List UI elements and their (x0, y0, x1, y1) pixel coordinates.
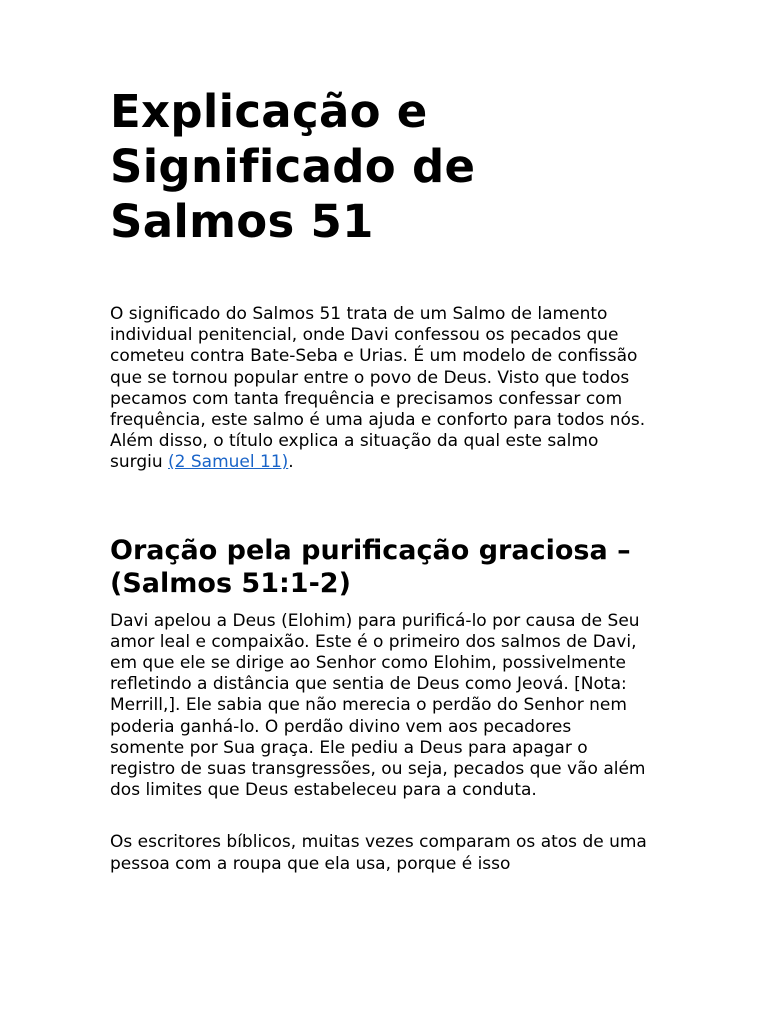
page-title: Explicação e Significado de Salmos 51 (110, 85, 476, 248)
section-heading: Oração pela purificação graciosa – (Salmos 51:1-2) (110, 534, 631, 599)
intro-text: O significado do Salmos 51 trata de um Salmo de lamento individual penitencial, onde Davi confessou os pecados que cometeu contra Bate-Seba e Urias. É um modelo de confissão que se tornou popular entre o povo de Deus. Visto que todos pecamos com tanta frequência e precisamos confessar com frequência, este salmo é uma ajuda e conforto para todos nós. Além disso, o título explica a situação da qual este salmo surgiu (110, 304, 646, 473)
document-page (110, 84, 650, 875)
section-paragraph: Davi apelou a Deus (Elohim) para purificá-lo por causa de Seu amor leal e compaixão. Este é o primeiro dos salmos de Davi, em que ele se dirige ao Senhor como Elohim, possivelmente refletindo a distância que sentia de Deus como Jeová. [Nota: Merrill,]. Ele sabia que não merecia o perdão do Senhor nem poderia ganhá-lo. O perdão divino vem aos pecadores somente por Sua graça. Ele pediu a Deus para apagar o registro de suas transgressões, ou seja, pecados que vão além dos limites que Deus estabeleceu para a conduta. (110, 610, 646, 801)
intro-trailing: . (288, 452, 294, 473)
section-paragraph: Os escritores bíblicos, muitas vezes comparam os atos de uma pessoa com a roupa que ela usa, porque é isso (110, 832, 647, 874)
intro-paragraph (110, 304, 650, 474)
bible-reference-link[interactable]: (2 Samuel 11) (168, 452, 289, 473)
